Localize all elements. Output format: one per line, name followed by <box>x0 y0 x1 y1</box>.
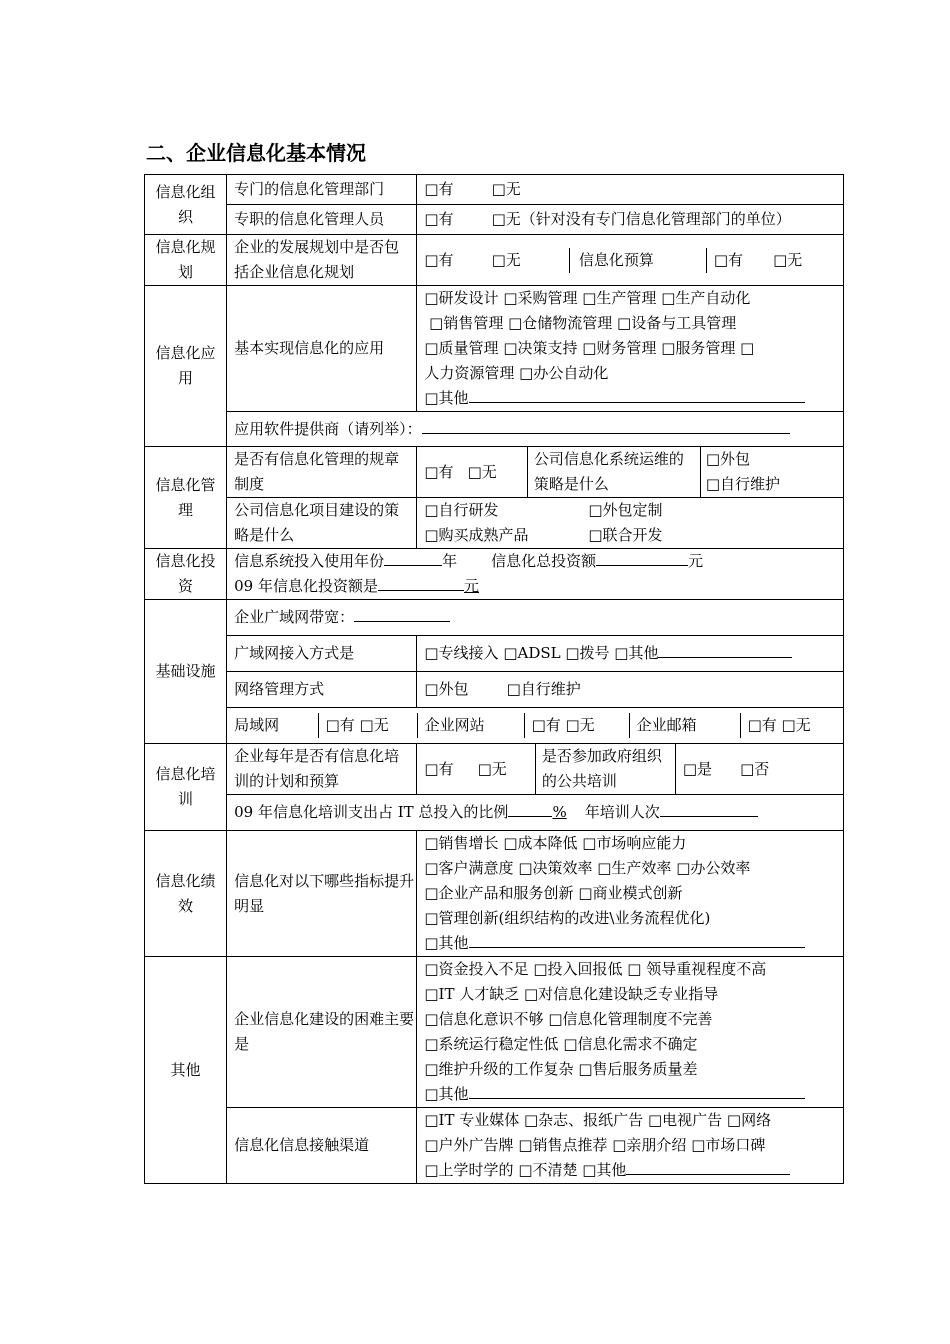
mgmt-rules-question: 是否有信息化管理的规章制度 <box>227 447 417 498</box>
perf-question: 信息化对以下哪些指标提升明显 <box>227 831 417 957</box>
org-staff-no-checkbox[interactable]: □无（针对没有专门信息化管理部门的单位） <box>491 210 791 228</box>
app-option-line[interactable]: □研发设计 □采购管理 □生产管理 □生产自动化 <box>424 289 751 307</box>
category-other: 其他 <box>145 957 227 1184</box>
invest-year-unit: 年 <box>442 552 458 570</box>
budget-yes-checkbox[interactable]: □有 <box>713 250 744 269</box>
other-channel-question: 信息化信息接触渠道 <box>227 1108 417 1184</box>
invest-09-unit: 元 <box>463 577 479 595</box>
category-app: 信息化应用 <box>145 286 227 447</box>
app-question: 基本实现信息化的应用 <box>227 286 417 412</box>
app-vendor-question: 应用软件提供商（请列举）： <box>234 419 422 438</box>
infra-access-checkboxes[interactable]: □专线接入 □ADSL □拨号 □其他 <box>424 644 659 662</box>
infra-bandwidth-row <box>227 600 844 636</box>
budget-question: 信息化预算 <box>569 248 706 273</box>
infra-bandwidth-field[interactable] <box>354 605 450 622</box>
org-dept-question: 专门的信息化管理部门 <box>227 175 417 205</box>
invest-09-field[interactable] <box>378 574 464 591</box>
org-staff-options <box>417 205 844 235</box>
infra-lan-options[interactable]: □有 □无 <box>318 713 417 738</box>
train-ratio-unit: % <box>552 803 567 821</box>
train-public-yes-checkbox[interactable]: □是 <box>682 759 713 778</box>
other-channel-last-line[interactable]: □上学时学的 □不清楚 □其他 <box>424 1161 627 1179</box>
section-title: 二、企业信息化基本情况 <box>146 141 366 165</box>
invest-rows <box>227 549 844 600</box>
mgmt-project-question: 公司信息化项目建设的策略是什么 <box>227 498 417 549</box>
invest-09-label: 09 年信息化投资额是 <box>234 577 378 595</box>
train-public-options <box>675 744 843 794</box>
train-public-question: 是否参加政府组织的公共培训 <box>535 744 675 794</box>
train-public-no-checkbox[interactable]: □否 <box>740 759 770 778</box>
train-ratio-field[interactable] <box>508 800 552 817</box>
org-dept-no-checkbox[interactable]: □无 <box>491 180 521 198</box>
other-difficulty-line[interactable]: □系统运行稳定性低 □信息化需求不确定 <box>424 1035 698 1053</box>
app-vendor-field[interactable] <box>422 417 790 434</box>
invest-total-field[interactable] <box>596 549 688 566</box>
infra-bandwidth-label: 企业广域网带宽： <box>234 608 355 626</box>
app-option-line[interactable]: 人力资源管理 □办公自动化 <box>424 364 609 382</box>
mgmt-rules-no-checkbox[interactable]: □无 <box>467 462 497 481</box>
budget-no-checkbox[interactable]: □无 <box>773 250 803 269</box>
org-staff-yes-checkbox[interactable]: □有 <box>424 210 454 228</box>
perf-other-field[interactable] <box>469 931 805 948</box>
category-org: 信息化组织 <box>145 175 227 235</box>
mgmt-rules-yes-checkbox[interactable]: □有 <box>424 462 454 481</box>
infra-netmgmt-options <box>417 672 844 708</box>
category-mgmt: 信息化管理 <box>145 447 227 549</box>
other-difficulty-options <box>417 957 844 1108</box>
infra-mail-options[interactable]: □有 □无 <box>740 713 843 738</box>
app-other-field[interactable] <box>469 386 805 403</box>
mgmt-project-dev-checkbox[interactable]: □自行研发 <box>424 501 499 519</box>
org-dept-options <box>417 175 844 205</box>
infra-access-options <box>417 636 844 672</box>
train-plan-no-checkbox[interactable]: □无 <box>477 759 507 778</box>
app-options <box>417 286 844 412</box>
mgmt-ops-self-checkbox[interactable]: □自行维护 <box>705 475 781 493</box>
app-other-checkbox[interactable]: □其他 <box>424 389 469 407</box>
invest-total-unit: 元 <box>688 552 704 570</box>
plan-options <box>417 248 569 273</box>
other-channel-line[interactable]: □IT 专业媒体 □杂志、报纸广告 □电视广告 □网络 <box>424 1111 772 1129</box>
train-plan-options <box>417 744 535 794</box>
invest-total-label: 信息化总投资额 <box>491 552 597 570</box>
mgmt-project-custom-checkbox[interactable]: □外包定制 <box>588 501 663 519</box>
infra-netmgmt-question: 网络管理方式 <box>227 672 417 708</box>
plan-no-checkbox[interactable]: □无 <box>491 250 521 269</box>
perf-option-line[interactable]: □客户满意度 □决策效率 □生产效率 □办公效率 <box>424 859 751 877</box>
perf-options <box>417 831 844 957</box>
plan-yes-checkbox[interactable]: □有 <box>424 250 454 269</box>
perf-option-line[interactable]: □企业产品和服务创新 □商业模式创新 <box>424 884 683 902</box>
mgmt-ops-question: 公司信息化系统运维的策略是什么 <box>527 447 700 497</box>
other-difficulty-line[interactable]: □IT 人才缺乏 □对信息化建设缺乏专业指导 <box>424 985 719 1003</box>
mgmt-ops-outsource-checkbox[interactable]: □外包 <box>705 450 751 468</box>
infra-site-options[interactable]: □有 □无 <box>524 713 629 738</box>
train-count-label: 年培训人次 <box>584 803 660 821</box>
app-option-line[interactable]: □质量管理 □决策支持 □财务管理 □服务管理 □ <box>424 339 755 357</box>
mgmt-project-buy-checkbox[interactable]: □购买成熟产品 <box>424 526 529 544</box>
category-infra: 基础设施 <box>145 600 227 744</box>
infra-mail-label: 企业邮箱 <box>629 713 740 738</box>
other-difficulty-line[interactable]: □维护升级的工作复杂 □售后服务质量差 <box>424 1060 698 1078</box>
plan-question: 企业的发展规划中是否包括企业信息化规划 <box>227 235 417 286</box>
category-plan: 信息化规划 <box>145 235 227 286</box>
perf-option-line[interactable]: □销售增长 □成本降低 □市场响应能力 <box>424 834 687 852</box>
train-plan-yes-checkbox[interactable]: □有 <box>424 759 454 778</box>
category-perf: 信息化绩效 <box>145 831 227 957</box>
infra-netmgmt-self-checkbox[interactable]: □自行维护 <box>506 680 581 698</box>
train-count-field[interactable] <box>660 800 758 817</box>
other-difficulty-other-field[interactable] <box>469 1082 805 1099</box>
survey-form <box>144 174 844 1184</box>
train-ratio-label: 09 年信息化培训支出占 IT 总投入的比例 <box>234 803 509 821</box>
other-channel-other-field[interactable] <box>626 1158 790 1175</box>
other-channel-options <box>417 1108 844 1184</box>
other-difficulty-line[interactable]: □信息化意识不够 □信息化管理制度不完善 <box>424 1010 713 1028</box>
infra-access-other-field[interactable] <box>658 641 792 658</box>
mgmt-rules-options <box>417 447 527 497</box>
train-ratio-row <box>227 795 844 831</box>
org-dept-yes-checkbox[interactable]: □有 <box>424 180 454 198</box>
app-vendor-row <box>227 412 844 447</box>
other-difficulty-question: 企业信息化建设的困难主要是 <box>227 957 417 1108</box>
category-train: 信息化培训 <box>145 744 227 831</box>
other-difficulty-other-checkbox[interactable]: □其他 <box>424 1085 469 1103</box>
mgmt-project-joint-checkbox[interactable]: □联合开发 <box>588 526 663 544</box>
app-option-line[interactable]: □销售管理 □仓储物流管理 □设备与工具管理 <box>424 314 737 332</box>
category-invest: 信息化投资 <box>145 549 227 600</box>
infra-access-question: 广域网接入方式是 <box>227 636 417 672</box>
other-channel-line[interactable]: □户外广告牌 □销售点推荐 □亲朋介绍 □市场口碑 <box>424 1136 766 1154</box>
other-difficulty-line[interactable]: □资金投入不足 □投入回报低 □ 领导重视程度不高 <box>424 960 767 978</box>
infra-site-label: 企业网站 <box>417 713 524 738</box>
perf-other-checkbox[interactable]: □其他 <box>424 934 469 952</box>
infra-netmgmt-outsource-checkbox[interactable]: □外包 <box>424 680 469 698</box>
train-plan-question: 企业每年是否有信息化培训的计划和预算 <box>227 744 417 795</box>
invest-year-label: 信息系统投入使用年份 <box>234 552 385 570</box>
budget-options <box>706 248 843 273</box>
infra-lan-label: 局域网 <box>234 716 280 734</box>
mgmt-ops-options <box>700 447 843 497</box>
org-staff-question: 专职的信息化管理人员 <box>227 205 417 235</box>
perf-option-line[interactable]: □管理创新(组织结构的改进\业务流程优化) <box>424 909 711 927</box>
invest-year-field[interactable] <box>384 549 442 566</box>
